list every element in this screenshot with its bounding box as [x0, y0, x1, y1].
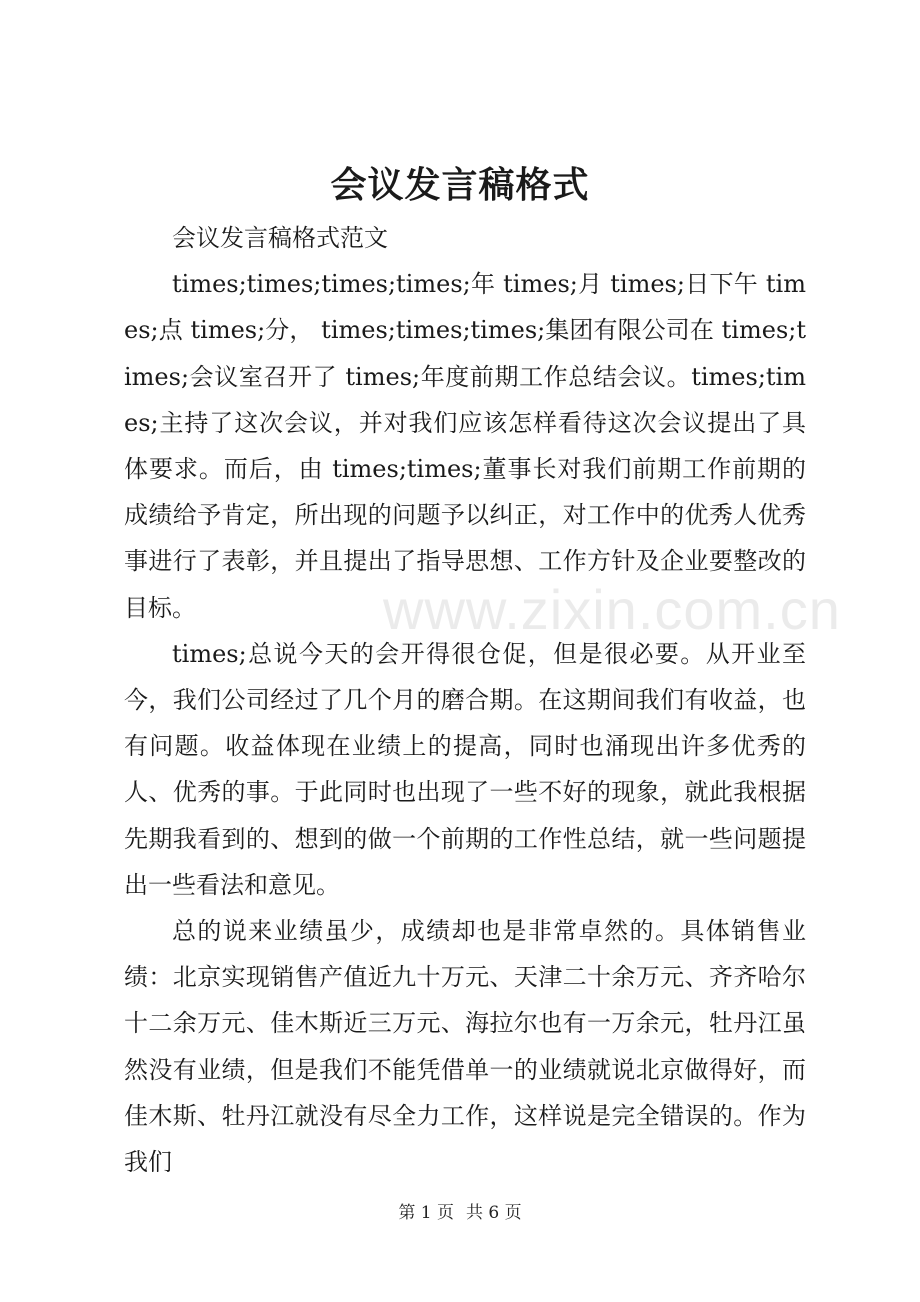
page-total: 共 6 页 [466, 1203, 522, 1223]
paragraph-subtitle: 会议发言稿格式范文 [172, 224, 388, 252]
watermark: www.zixin.com.cn [383, 578, 841, 641]
paragraph-3: 总的说来业绩虽少，成绩却也是非常卓然的。具体销售业绩：北京实现销售产值近九十万元、天津二十余万元、齐齐哈尔十二余万元、佳木斯近三万元、海拉尔也有一万余元，牡丹江虽然没有业绩，但是我们不能凭借单一的业绩就说北京做得好，而佳木斯、牡丹江就没有尽全力工作，这样说是完全错误的。作为我们 [124, 917, 806, 1177]
page-number: 第 1 页 [398, 1203, 454, 1223]
page-footer [0, 1200, 920, 1226]
document-body [124, 215, 806, 1185]
paragraph-2: times;总说今天的会开得很仓促，但是很必要。从开业至今，我们公司经过了几个月的磨合期。在这期间我们有收益，也有问题。收益体现在业绩上的提高，同时也涌现出许多优秀的人、优秀的事。于此同时也出现了一些不好的现象，就此我根据先期我看到的、想到的做一个前期的工作性总结，就一些问题提出一些看法和意见。 [124, 639, 806, 899]
paragraph-1: times;times;times;times;年 times;月 times;日下午 times;点 times;分， times;times;times;集团有限公司在 times;times;会议室召开了 times;年度前期工作总结会议。times;times;主持了这次会议，并对我们应该怎样看待这次会议提出了具体要求。而后，由 times;times;董事长对我们前期工作前期的成绩给予肯定，所出现的问题予以纠正，对工作中的优秀人优秀事进行了表彰，并且提出了指导思想、工作方针及企业要整改的目标。 [124, 270, 806, 622]
document-title: 会议发言稿格式 [330, 164, 590, 206]
